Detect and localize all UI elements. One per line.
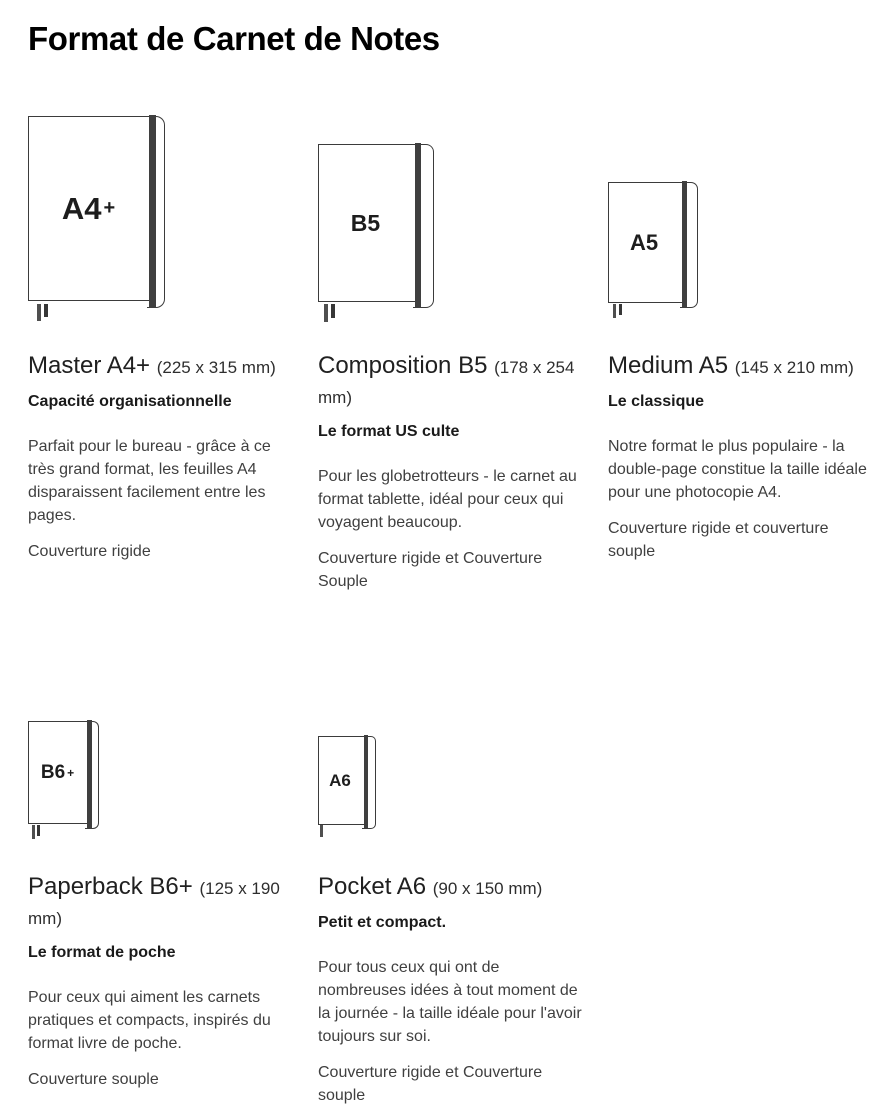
format-description: Pour tous ceux qui ont de nombreuses idées à tout moment de la journée - la taille idéale pour l'avoir toujours sur soi.	[318, 959, 582, 1045]
format-card	[28, 703, 298, 1107]
format-dimensions: (225 x 315 mm)	[156, 358, 276, 377]
notebook-elastic-band	[682, 181, 687, 308]
size-code: A6	[329, 770, 351, 790]
notebook-elastic-band	[149, 115, 156, 308]
notebook-size-label	[608, 182, 682, 303]
format-name: Paperback B6+	[28, 873, 193, 900]
notebook-size-label	[318, 144, 415, 302]
bookmark-ribbons-icon	[37, 304, 48, 321]
format-name-heading	[28, 873, 298, 933]
format-description: Parfait pour le bureau - grâce à ce très grand format, les feuilles A4 disparaissent facilement entre les pages.	[28, 438, 271, 524]
format-card	[28, 96, 298, 593]
format-name: Medium A5	[608, 352, 729, 379]
notebook-figure	[318, 703, 588, 829]
notebook-figure	[318, 96, 588, 308]
format-card	[318, 96, 588, 593]
bookmark-ribbon-icon	[324, 304, 328, 322]
bookmark-ribbon-icon	[37, 825, 40, 836]
format-tagline: Le classique	[608, 393, 705, 410]
format-name-heading	[608, 352, 878, 382]
notebook-elastic-band	[87, 720, 92, 829]
size-code-plus: +	[103, 197, 116, 219]
size-code: A4	[61, 190, 102, 226]
format-description: Pour les globetrotteurs - le carnet au format tablette, idéal pour ceux qui voyagent beaucoup.	[318, 468, 577, 531]
notebook-illustration	[318, 736, 376, 829]
format-dimensions: (178 x 254 mm)	[318, 358, 575, 407]
format-cover-options: Couverture rigide et Couverture souple	[318, 1064, 543, 1104]
format-tagline: Le format de poche	[28, 944, 176, 961]
bookmark-ribbons-icon	[613, 304, 622, 318]
bookmark-ribbon-icon	[619, 304, 622, 315]
format-dimensions: (125 x 190 mm)	[28, 879, 280, 928]
format-cover-options: Couverture rigide et Couverture Souple	[318, 550, 543, 590]
bookmark-ribbon-icon	[44, 304, 48, 317]
format-tagline: Capacité organisationnelle	[28, 393, 232, 410]
format-cover-options: Couverture souple	[28, 1071, 159, 1088]
bookmark-ribbon-icon	[331, 304, 335, 318]
size-code-plus: +	[67, 765, 75, 780]
format-grid	[28, 96, 880, 1107]
format-name-heading	[28, 352, 298, 382]
notebook-illustration	[608, 182, 698, 308]
format-cover-options: Couverture rigide	[28, 543, 151, 560]
format-name: Pocket A6	[318, 873, 427, 900]
format-tagline: Le format US culte	[318, 423, 460, 440]
size-code: B6	[40, 761, 66, 783]
size-code: B5	[350, 209, 381, 236]
format-card	[318, 703, 588, 1107]
format-name-heading	[318, 352, 588, 412]
bookmark-ribbon-icon	[320, 825, 323, 837]
size-code: A5	[629, 229, 659, 255]
notebook-figure	[608, 96, 878, 308]
format-cover-options: Couverture rigide et couverture souple	[608, 520, 829, 560]
notebook-size-label	[318, 736, 364, 825]
format-description: Pour ceux qui aiment les carnets pratiques et compacts, inspirés du format livre de poche.	[28, 989, 271, 1052]
bookmark-ribbons-icon	[324, 304, 335, 322]
format-name-heading	[318, 873, 588, 903]
format-tagline: Petit et compact.	[318, 914, 447, 931]
bookmark-ribbon-icon	[37, 304, 41, 321]
format-dimensions: (145 x 210 mm)	[734, 358, 854, 377]
format-name: Composition B5	[318, 352, 488, 379]
notebook-elastic-band	[415, 143, 421, 308]
format-description: Notre format le plus populaire - la double-page constitue la taille idéale pour une photocopie A4.	[608, 438, 867, 501]
bookmark-ribbons-icon	[320, 825, 323, 837]
notebook-size-label	[28, 721, 87, 824]
format-card	[608, 96, 878, 593]
notebook-figure	[28, 703, 298, 829]
notebook-size-label	[28, 116, 149, 301]
bookmark-ribbons-icon	[32, 825, 40, 839]
notebook-figure	[28, 96, 298, 308]
notebook-illustration	[28, 116, 165, 308]
notebook-elastic-band	[364, 735, 368, 829]
bookmark-ribbon-icon	[32, 825, 35, 839]
notebook-illustration	[28, 721, 99, 829]
page-title: Format de Carnet de Notes	[28, 20, 440, 57]
bookmark-ribbon-icon	[613, 304, 616, 318]
format-dimensions: (90 x 150 mm)	[432, 879, 543, 898]
notebook-illustration	[318, 144, 434, 308]
format-name: Master A4+	[28, 352, 151, 379]
